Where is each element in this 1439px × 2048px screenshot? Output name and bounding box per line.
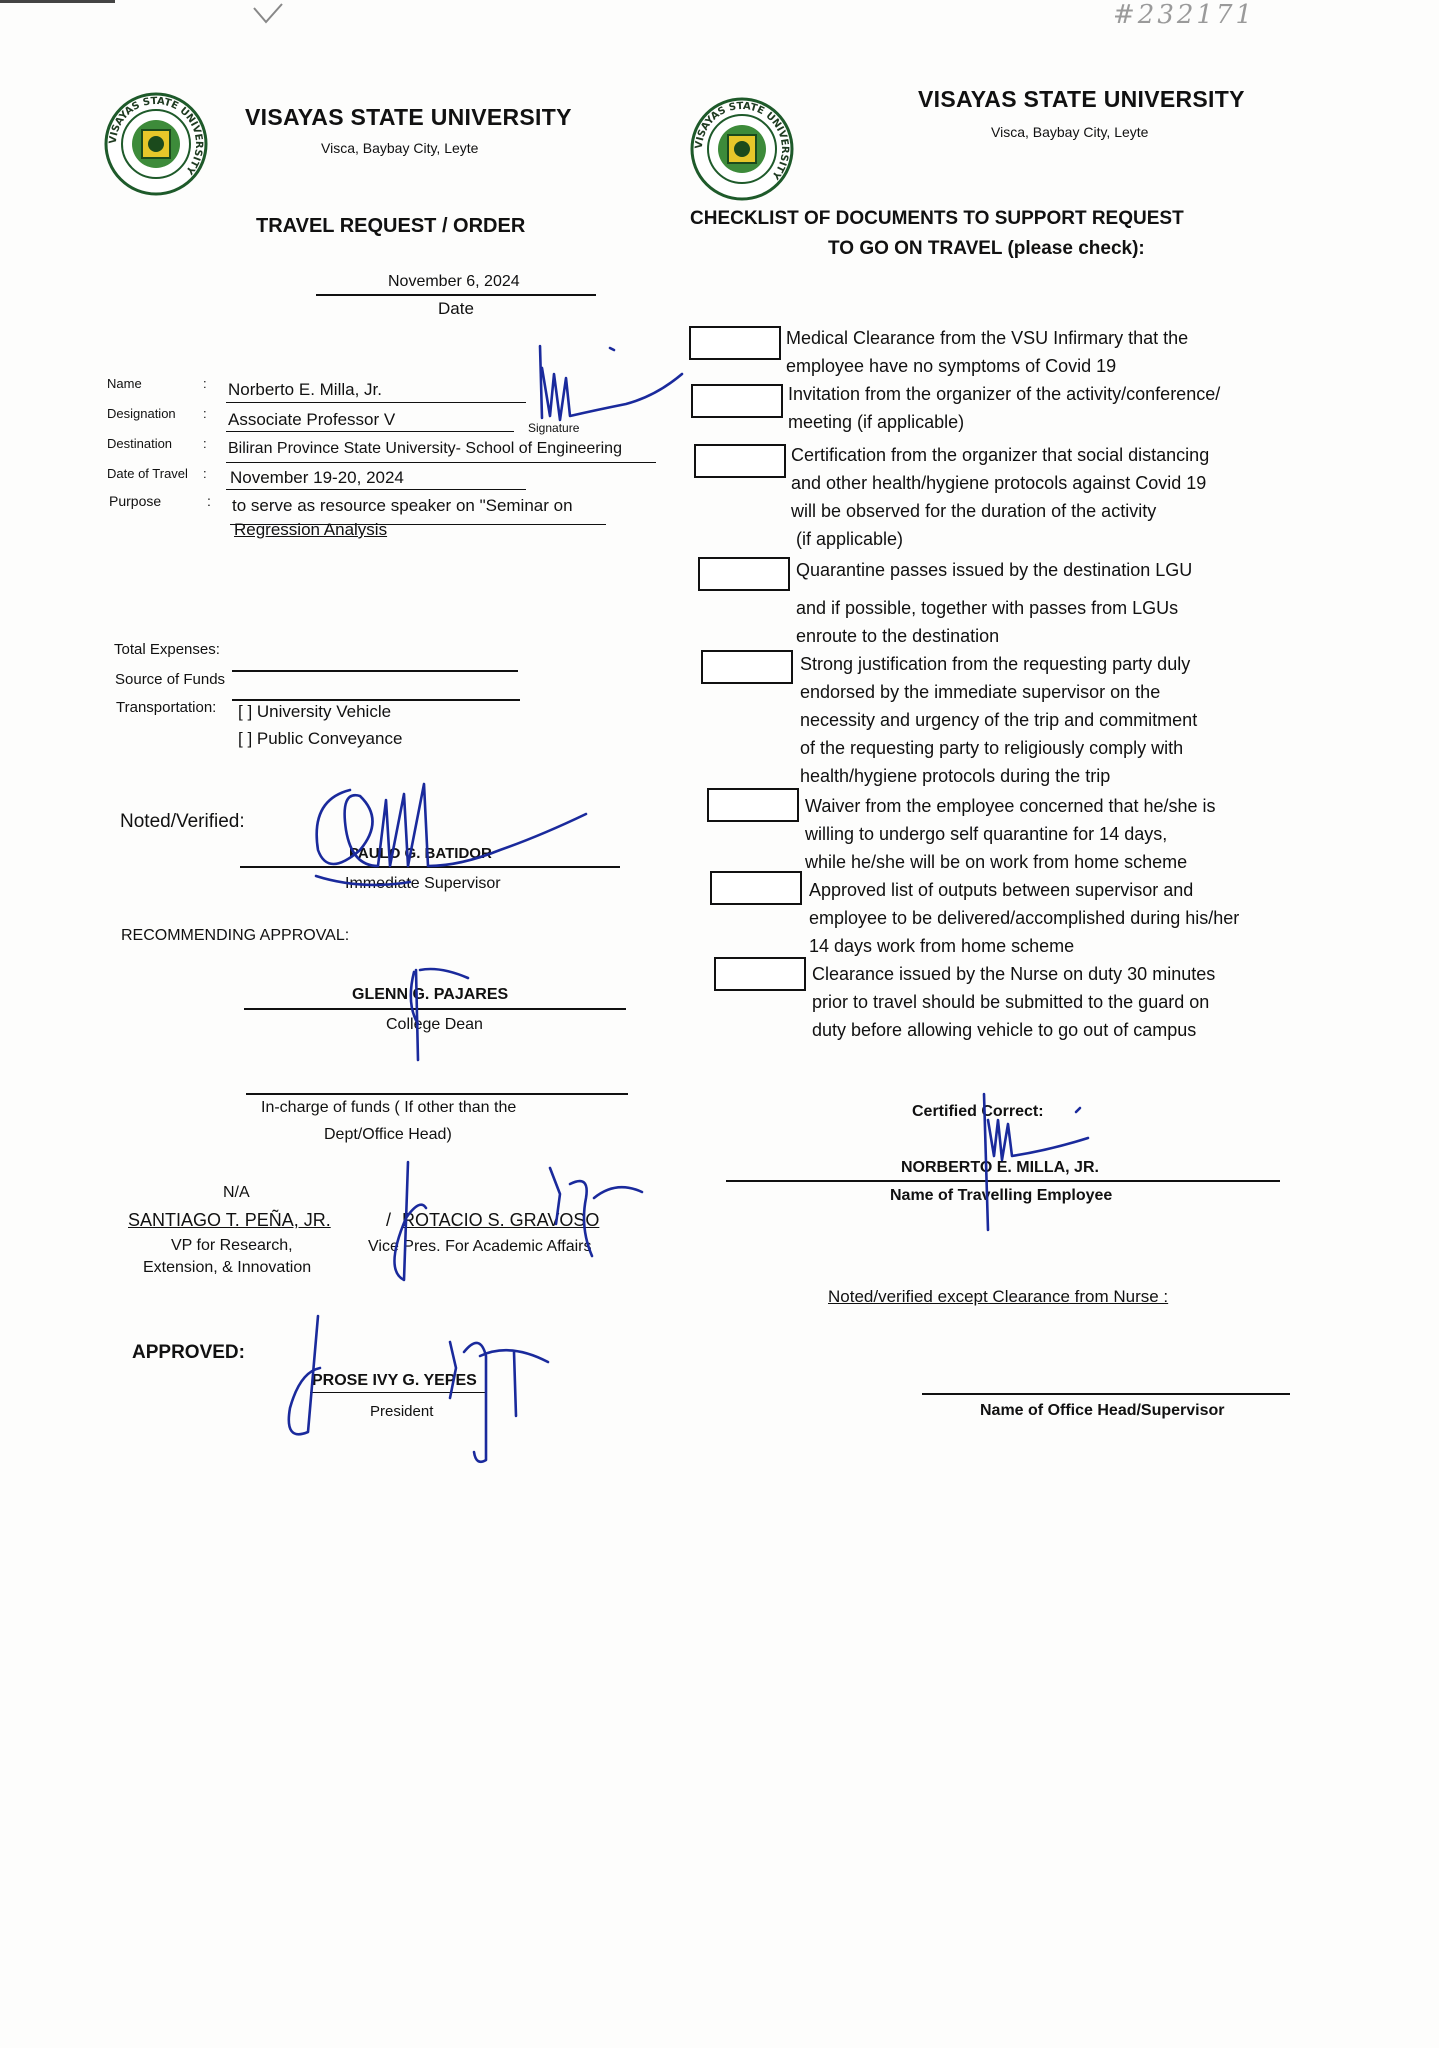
- checkbox-quarantine-passes[interactable]: [698, 557, 790, 591]
- total-expenses-line: [232, 670, 518, 672]
- svg-text:VISAYAS STATE UNIVERSITY: VISAYAS STATE UNIVERSITY: [107, 95, 205, 177]
- field-value-purpose-cont: Regression Analysis: [234, 520, 388, 539]
- field-value-name: Norberto E. Milla, Jr.: [228, 380, 382, 399]
- checkbox-nurse-clearance[interactable]: [714, 957, 806, 991]
- vp-research-title-1: VP for Research,: [171, 1237, 293, 1254]
- noted-verified-label: Noted/Verified:: [120, 811, 245, 832]
- president-title: President: [370, 1403, 434, 1420]
- field-sep-name: :: [203, 376, 207, 391]
- checklist-item-strong-justification: Strong justification from the requesting party duly endorsed by the immediate supervisor on the necessity and urgency of the trip and commitment of the requesting party to religiously comply with health/hygiene protocols during the trip: [800, 654, 1198, 786]
- vp-academic-prefix: /: [386, 1210, 392, 1230]
- field-label-designation: Designation: [107, 406, 176, 421]
- certified-correct-label: Certified Correct:: [912, 1103, 1044, 1120]
- field-line-name: [226, 402, 526, 403]
- checklist-item-certification: Certification from the organizer that social distancing and other health/hygiene protocols against Covid 19 will be observed for the duration of the activity (if applicable): [791, 445, 1210, 549]
- total-expenses-label: Total Expenses:: [114, 641, 220, 658]
- supervisor-name: PAULO G. BATIDOR: [349, 845, 492, 862]
- source-of-funds-line: [232, 699, 520, 701]
- source-of-funds-label: Source of Funds: [115, 671, 226, 688]
- university-name-left: VISAYAS STATE UNIVERSITY: [245, 104, 572, 130]
- field-value-date-of-travel: November 19-20, 2024: [230, 468, 404, 487]
- field-sep-date-of-travel: :: [203, 466, 207, 481]
- president-name: PROSE IVY G. YEPES: [312, 1372, 477, 1389]
- incharge-text-1: In-charge of funds ( If other than the: [261, 1099, 517, 1116]
- office-head-line: [922, 1393, 1290, 1395]
- checklist-item-nurse-clearance: Clearance issued by the Nurse on duty 30 minutes prior to travel should be submitted to the guard on duty before allowing vehicle to go out of campus: [812, 964, 1216, 1040]
- university-address-left: Visca, Baybay City, Leyte: [321, 140, 479, 156]
- approved-label: APPROVED:: [132, 1342, 245, 1363]
- form-title: TRAVEL REQUEST / ORDER: [256, 215, 526, 237]
- dean-title: College Dean: [386, 1016, 483, 1033]
- field-sep-purpose: :: [207, 493, 211, 509]
- university-seal-right: [690, 97, 794, 201]
- checkbox-invitation[interactable]: [691, 384, 783, 418]
- checkbox-strong-justification[interactable]: [701, 650, 793, 684]
- top-edge-mark: [0, 0, 115, 3]
- vp-research-name: SANTIAGO T. PEÑA, JR.: [128, 1210, 331, 1230]
- transportation-label: Transportation:: [116, 699, 217, 716]
- date-label: Date: [438, 299, 474, 318]
- travelling-employee-name: NORBERTO E. MILLA, JR.: [901, 1159, 1099, 1176]
- field-label-purpose: Purpose: [109, 493, 162, 509]
- incharge-line: [246, 1093, 628, 1095]
- checkbox-waiver[interactable]: [707, 788, 799, 822]
- field-value-designation: Associate Professor V: [228, 410, 396, 429]
- handwritten-ref-number: #232171: [1113, 0, 1256, 30]
- field-value-purpose: to serve as resource speaker on "Seminar on: [232, 496, 573, 515]
- top-scribble: [250, 0, 290, 26]
- president-signature: [280, 1312, 560, 1472]
- na-text: N/A: [223, 1184, 250, 1201]
- checklist-item-approved-outputs: Approved list of outputs between supervisor and employee to be delivered/accomplished during his/her 14 days work from home scheme: [809, 880, 1240, 956]
- vp-academic-title: Vice Pres. For Academic Affairs: [368, 1238, 592, 1255]
- checklist-title-2: TO GO ON TRAVEL (please check):: [828, 238, 1145, 259]
- vp-academic-signature: [380, 1158, 650, 1288]
- university-address-right: Visca, Baybay City, Leyte: [991, 124, 1149, 140]
- supervisor-title: Immediate Supervisor: [345, 875, 501, 892]
- university-seal-left: [104, 92, 208, 196]
- noted-except-nurse: Noted/verified except Clearance from Nurse :: [828, 1287, 1169, 1306]
- office-head-title: Name of Office Head/Supervisor: [980, 1402, 1225, 1419]
- dean-name: GLENN G. PAJARES: [352, 986, 509, 1003]
- field-sep-destination: :: [203, 436, 207, 451]
- vp-academic-name: ROTACIO S. GRAVOSO: [402, 1210, 600, 1230]
- vp-research-title-2: Extension, & Innovation: [143, 1259, 312, 1276]
- field-label-destination: Destination: [107, 436, 173, 451]
- field-line-designation: [226, 431, 514, 432]
- field-sep-designation: :: [203, 406, 207, 421]
- transport-option-public-conveyance[interactable]: [ ] Public Conveyance: [238, 729, 403, 748]
- supervisor-signature: [300, 770, 600, 900]
- incharge-text-2: Dept/Office Head): [324, 1126, 452, 1143]
- checklist-item-invitation: Invitation from the organizer of the activity/conference/ meeting (if applicable): [788, 384, 1221, 432]
- checkbox-medical-clearance[interactable]: [689, 326, 781, 360]
- checkbox-approved-outputs[interactable]: [710, 871, 802, 905]
- dean-signature: [400, 964, 480, 1064]
- checklist-item-medical-clearance: Medical Clearance from the VSU Infirmary that the employee have no symptoms of Covid 19: [786, 328, 1189, 376]
- date-value: November 6, 2024: [388, 273, 520, 290]
- checklist-item-quarantine-passes: Quarantine passes issued by the destination LGU and if possible, together with passes from LGUs enroute to the destination: [796, 560, 1193, 646]
- checklist-title-1: CHECKLIST OF DOCUMENTS TO SUPPORT REQUEST: [690, 208, 1184, 229]
- checklist-item-waiver: Waiver from the employee concerned that he/she is willing to undergo self quarantine for 14 days, while he/she will be on work from home scheme: [805, 796, 1216, 872]
- svg-text:VISAYAS STATE UNIVERSITY: VISAYAS STATE UNIVERSITY: [693, 100, 791, 182]
- field-value-destination: Biliran Province State University- School of Engineering: [228, 440, 622, 457]
- requester-signature: [536, 338, 686, 488]
- transport-option-university-vehicle[interactable]: [ ] University Vehicle: [238, 702, 392, 721]
- travelling-employee-title: Name of Travelling Employee: [890, 1187, 1113, 1204]
- date-line: [316, 294, 596, 296]
- travelling-employee-signature: [980, 1090, 1120, 1230]
- field-line-date-of-travel: [226, 489, 526, 490]
- checkbox-certification[interactable]: [694, 444, 786, 478]
- field-label-date-of-travel: Date of Travel: [107, 466, 188, 481]
- field-label-name: Name: [107, 376, 142, 391]
- recommending-approval-label: RECOMMENDING APPROVAL:: [121, 927, 350, 944]
- university-name-right: VISAYAS STATE UNIVERSITY: [918, 86, 1245, 112]
- signature-label: Signature: [528, 421, 580, 435]
